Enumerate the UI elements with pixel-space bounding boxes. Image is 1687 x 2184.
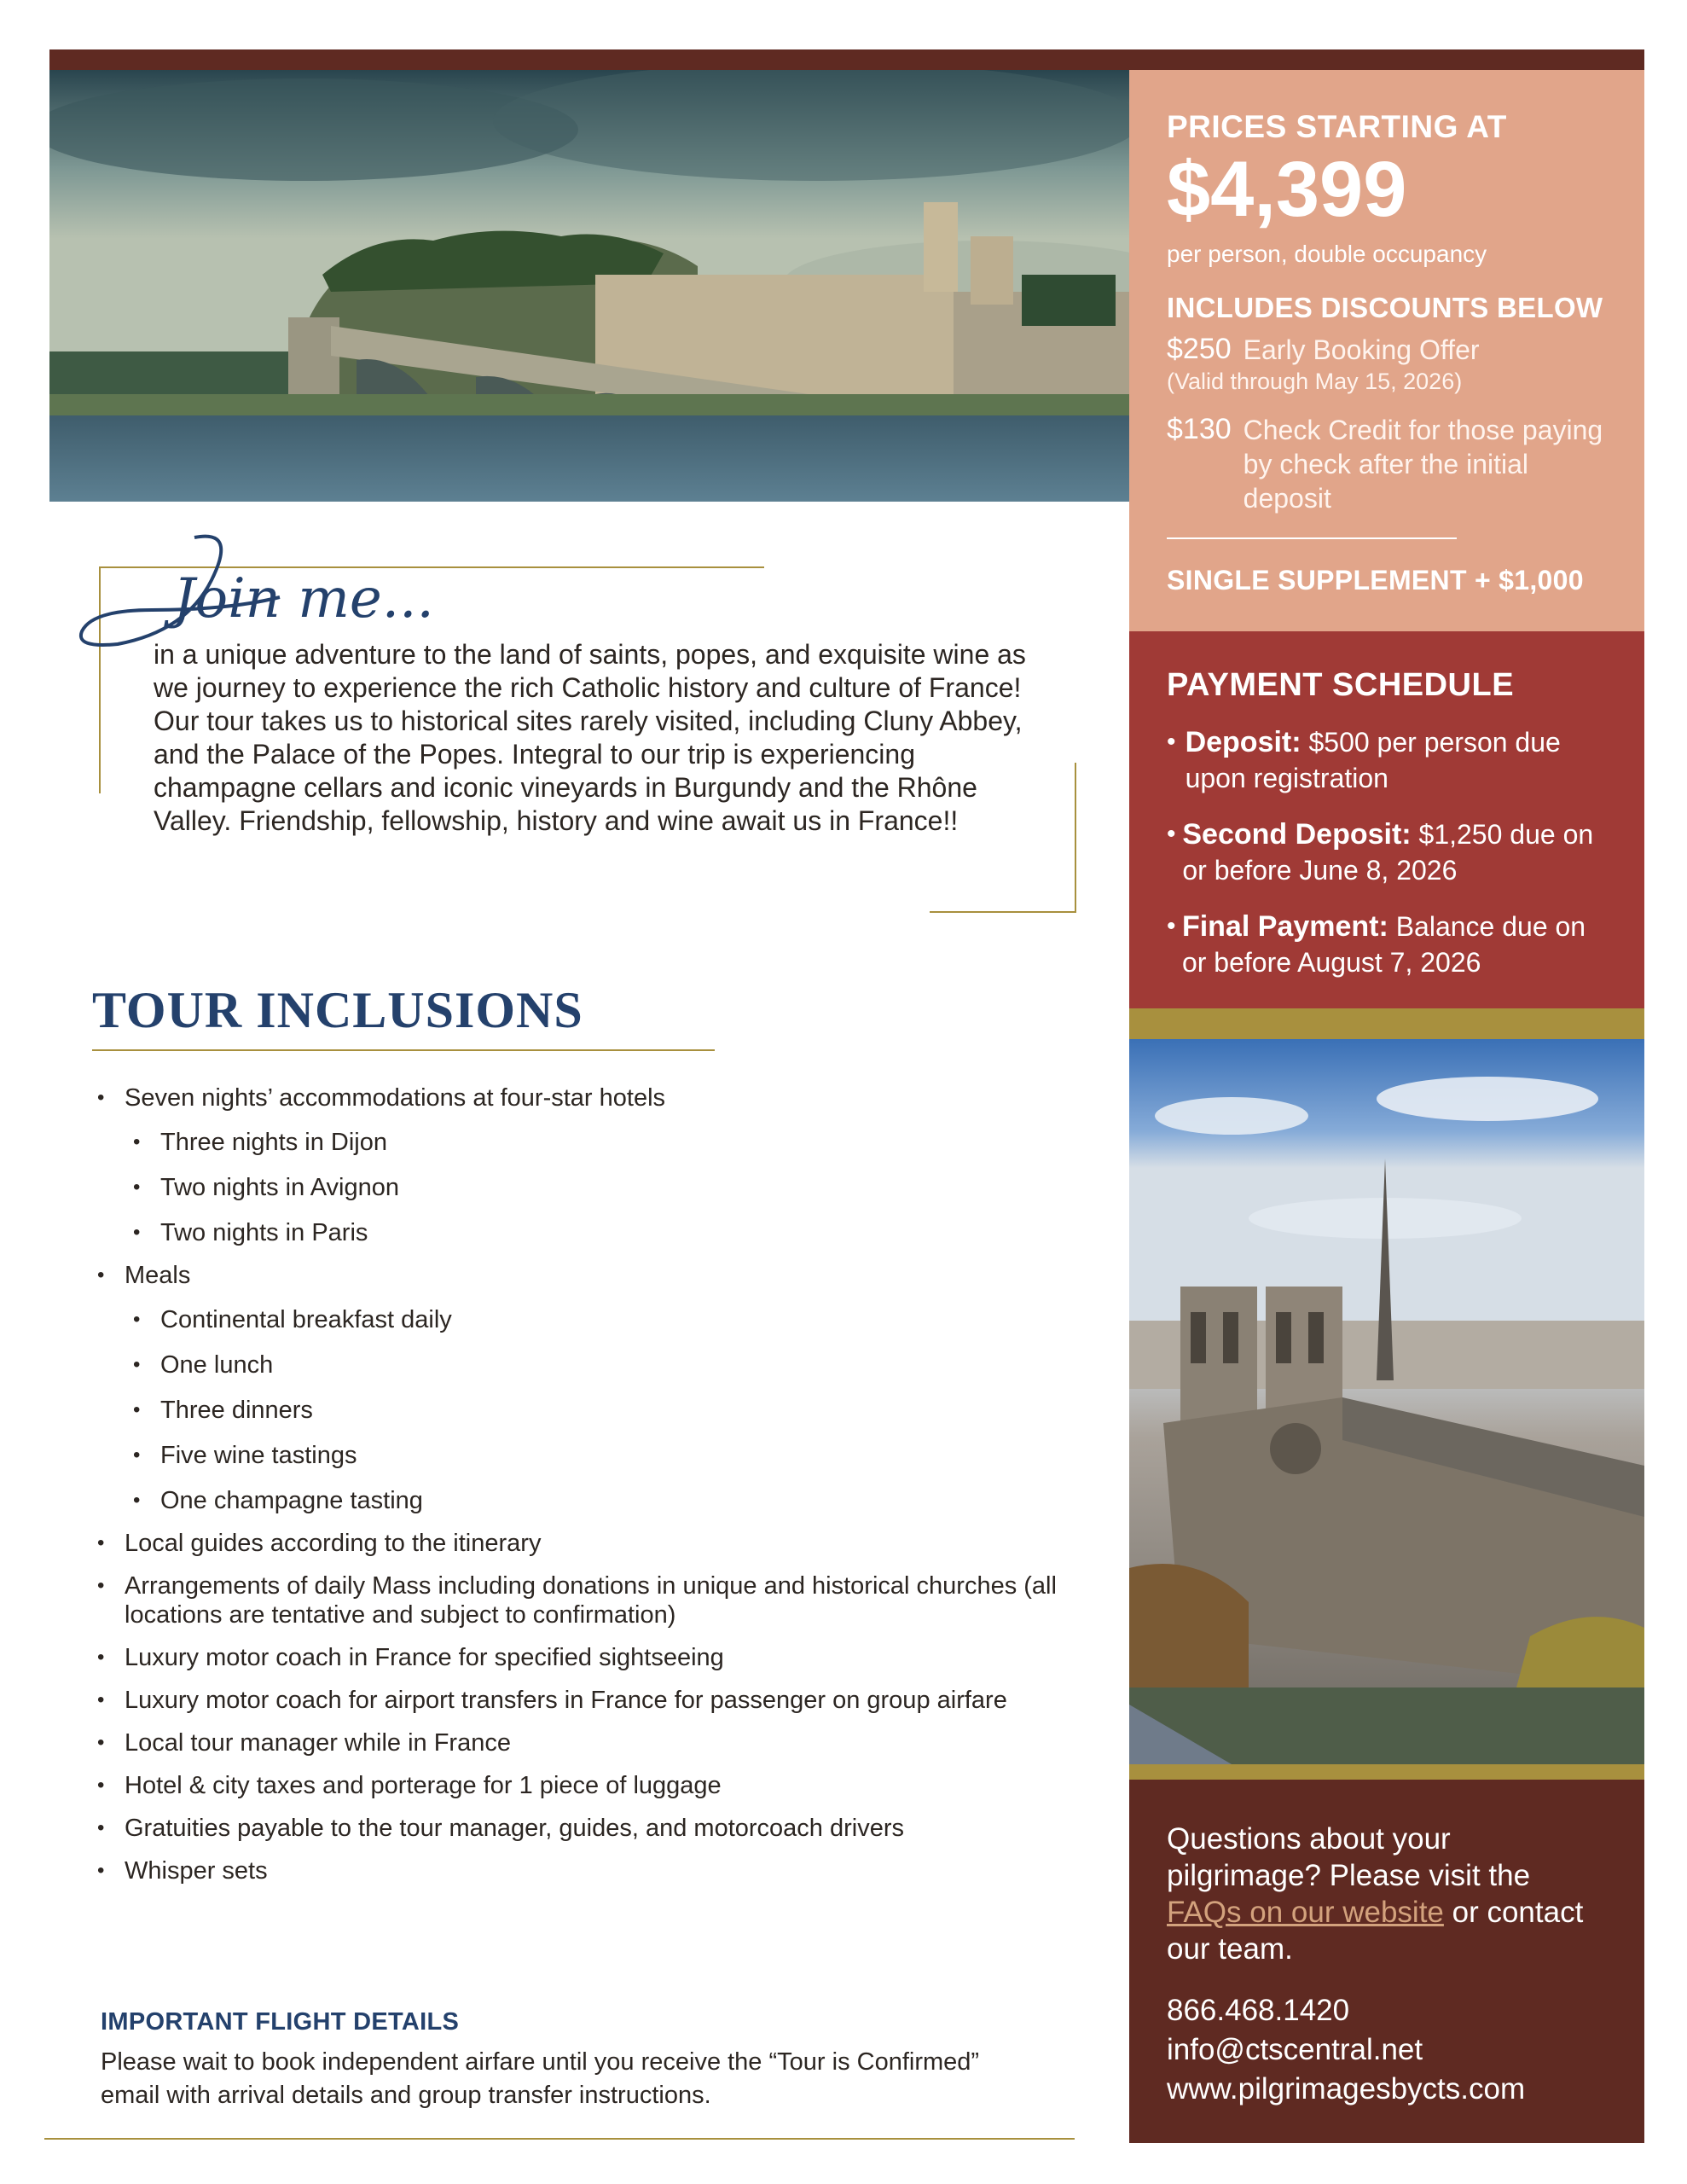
inclusions-list xyxy=(94,1083,1066,1885)
list-item: • Continental breakfast daily xyxy=(94,1305,1066,1334)
list-item: • Arrangements of daily Mass including donations in unique and historical churches (all locations are tentative and subject to confirmation) xyxy=(94,1571,1066,1629)
bullet-icon: • xyxy=(1167,912,1176,940)
heading-underline xyxy=(92,1049,715,1051)
discount-text: Check Credit for those paying by check after the initial deposit xyxy=(1243,415,1603,514)
payment-schedule-box xyxy=(1129,631,1644,1008)
list-item: • Two nights in Paris xyxy=(94,1218,1066,1247)
payment-item-second-deposit xyxy=(1167,816,1607,888)
payment-label: Deposit: xyxy=(1185,726,1301,758)
discount-early-booking xyxy=(1167,333,1607,396)
price-box xyxy=(1129,70,1644,631)
avignon-bridge-photo xyxy=(49,70,1129,502)
list-item: • Luxury motor coach in France for specified sightseeing xyxy=(94,1643,1066,1672)
flight-details-text: Please wait to book independent airfare until you receive the “Tour is Confirmed” email with arrival details and group transfer instructions. xyxy=(101,2048,980,2109)
join-me-text: Join me... xyxy=(173,567,434,630)
single-supplement: SINGLE SUPPLEMENT + $1,000 xyxy=(1167,565,1584,595)
faq-link[interactable]: FAQs on our website xyxy=(1167,1896,1444,1929)
payment-heading: PAYMENT SCHEDULE xyxy=(1167,667,1515,703)
list-item: • Three nights in Dijon xyxy=(94,1128,1066,1157)
price-amount: $4,399 xyxy=(1167,146,1407,233)
contact-question-text: or contact our team. xyxy=(1167,1896,1584,1966)
payment-text: $500 per person due upon registration xyxy=(1185,727,1561,793)
discount-check-credit xyxy=(1167,413,1607,515)
discount-amount: $250 xyxy=(1167,333,1232,365)
payment-item-deposit xyxy=(1167,724,1607,796)
flight-details-heading: IMPORTANT FLIGHT DETAILS xyxy=(101,2008,460,2036)
payment-text: Balance due on or before August 7, 2026 xyxy=(1181,911,1586,978)
contact-box xyxy=(1129,1780,1644,2143)
discount-text: Early Booking Offer xyxy=(1243,334,1480,365)
list-item: • One lunch xyxy=(94,1350,1066,1380)
frame-line xyxy=(1075,763,1076,913)
discounts-heading: INCLUDES DISCOUNTS BELOW xyxy=(1167,292,1603,323)
list-item: • Luxury motor coach for airport transfers in France for passenger on group airfare xyxy=(94,1686,1066,1715)
list-item: • Three dinners xyxy=(94,1396,1066,1425)
gold-band xyxy=(1129,1764,1644,1780)
list-item: • Local tour manager while in France xyxy=(94,1728,1066,1757)
contact-email[interactable]: info@ctscentral.net xyxy=(1167,2033,1423,2066)
list-item: • Gratuities payable to the tour manager, guides, and motorcoach drivers xyxy=(94,1814,1066,1843)
payment-text: $1,250 due on or before June 8, 2026 xyxy=(1182,819,1594,886)
list-item: • Two nights in Avignon xyxy=(94,1173,1066,1202)
price-subtext: per person, double occupancy xyxy=(1167,241,1487,267)
bottom-divider xyxy=(44,2138,1075,2140)
tour-inclusions-heading: TOUR INCLUSIONS xyxy=(92,982,583,1038)
gold-band xyxy=(1129,1008,1644,1039)
list-item: • Hotel & city taxes and porterage for 1 piece of luggage xyxy=(94,1771,1066,1800)
price-divider xyxy=(1167,537,1457,539)
payment-label: Final Payment: xyxy=(1181,910,1388,943)
frame-line xyxy=(930,911,1076,913)
payment-label: Second Deposit: xyxy=(1182,818,1412,851)
notre-dame-photo xyxy=(1129,1039,1644,1764)
list-item: • Five wine tastings xyxy=(94,1441,1066,1470)
discount-amount: $130 xyxy=(1167,413,1232,445)
top-border-bar xyxy=(49,49,1644,70)
payment-item-final xyxy=(1167,909,1607,980)
list-item: • Local guides according to the itinerary xyxy=(94,1529,1066,1558)
price-heading: PRICES STARTING AT xyxy=(1167,109,1507,144)
list-item: • Seven nights’ accommodations at four-star hotels xyxy=(94,1083,1066,1112)
list-item: • Whisper sets xyxy=(94,1856,1066,1885)
contact-phone[interactable]: 866.468.1420 xyxy=(1167,1994,1350,2027)
discount-note: (Valid through May 15, 2026) xyxy=(1167,369,1463,394)
bullet-icon: • xyxy=(1167,820,1176,848)
contact-website[interactable]: www.pilgrimagesbycts.com xyxy=(1167,2072,1526,2106)
contact-question-text: Questions about your pilgrimage? Please visit the xyxy=(1167,1822,1531,1892)
list-item: • Meals xyxy=(94,1261,1066,1290)
list-item: • One champagne tasting xyxy=(94,1486,1066,1515)
join-paragraph: in a unique adventure to the land of saints, popes, and exquisite wine as we journey to experience the rich Catholic history and culture of France! Our tour takes us to historical sites rarely visited, including Cluny Abbey, and the Palace of the Popes. Integral to our trip is experiencing champagne cellars and iconic vineyards in Burgundy and the Rhône Valley. Friendship, fellowship, history and wine await us in France!! xyxy=(154,639,1026,836)
contact-question xyxy=(1167,1821,1607,1967)
bullet-icon: • xyxy=(1167,728,1176,756)
